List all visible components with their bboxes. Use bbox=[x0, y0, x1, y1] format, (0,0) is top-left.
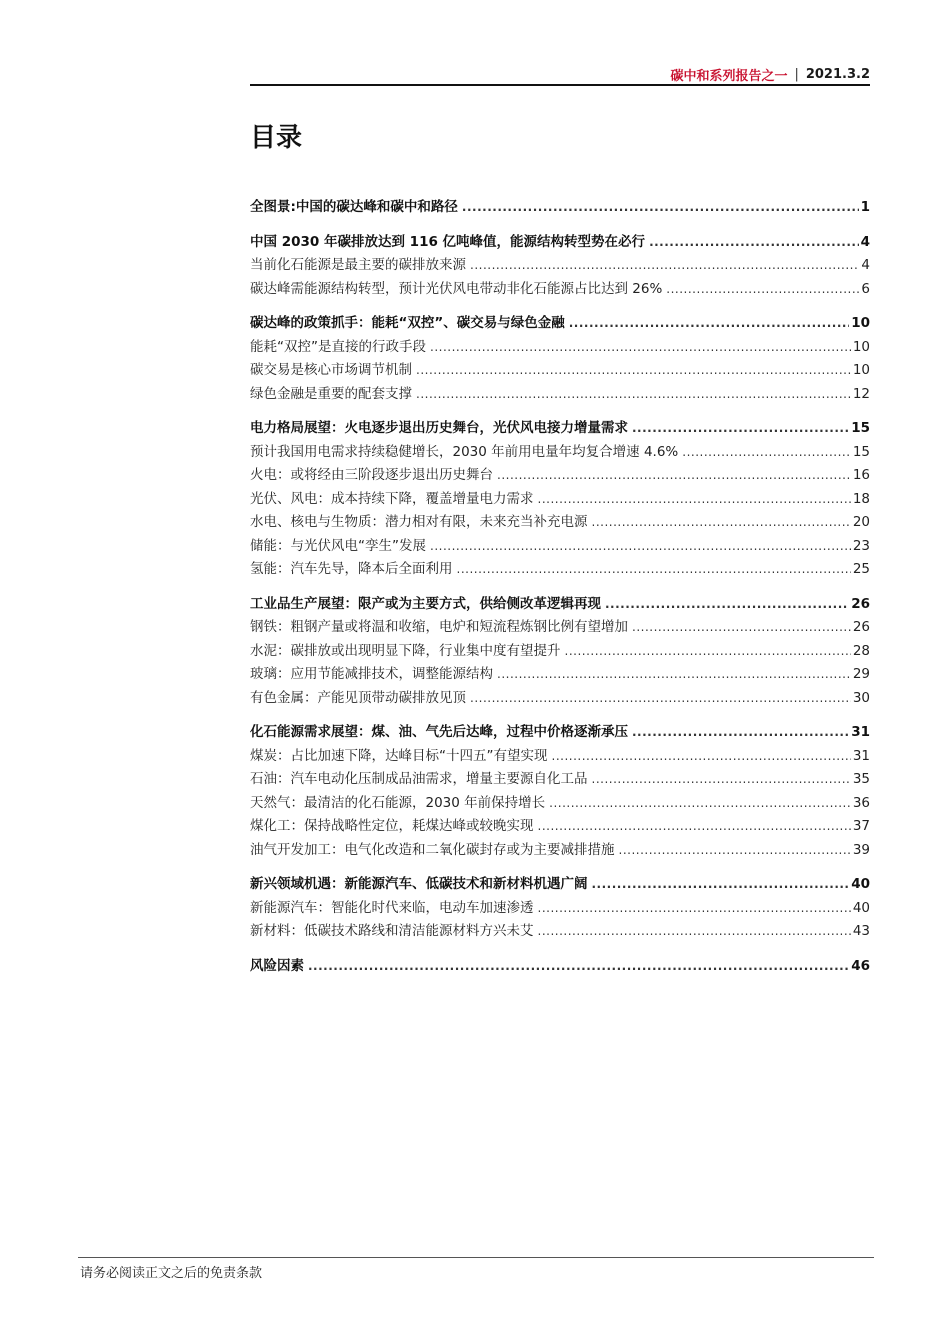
toc-page-number: 16 bbox=[852, 467, 870, 483]
toc-page-number: 20 bbox=[852, 514, 870, 530]
toc-entry-title: 油气开发加工：电气化改造和二氧化碳封存或为主要减排措施 bbox=[250, 841, 615, 858]
toc-leader-dots bbox=[619, 839, 851, 863]
toc-page-number: 28 bbox=[852, 642, 870, 659]
toc-entry-subsection[interactable] bbox=[250, 441, 870, 465]
toc-entry-subsection[interactable] bbox=[250, 278, 870, 302]
toc-page-number: 23 bbox=[852, 537, 870, 554]
toc-leader-dots bbox=[430, 336, 851, 360]
toc-entry-subsection[interactable] bbox=[250, 464, 870, 488]
toc-section bbox=[250, 231, 870, 302]
toc-entry-title: 天然气：最清洁的化石能源，2030 年前保持增长 bbox=[250, 794, 546, 811]
toc-entry-subsection[interactable] bbox=[250, 616, 870, 640]
toc-entry-title: 碳达峰的政策抓手：能耗“双控”、碳交易与绿色金融 bbox=[250, 315, 565, 331]
toc-page-number: 10 bbox=[852, 338, 870, 355]
toc-leader-dots bbox=[457, 558, 851, 582]
toc-entry-title: 钢铁：粗钢产量或将温和收缩，电炉和短流程炼钢比例有望增加 bbox=[250, 619, 628, 635]
toc-page-number: 46 bbox=[851, 957, 870, 974]
toc-page-number: 15 bbox=[851, 420, 870, 436]
toc-leader-dots bbox=[430, 535, 851, 559]
toc-entry-title: 有色金属：产能见顶带动碳排放见顶 bbox=[250, 689, 466, 706]
toc-leader-dots bbox=[416, 383, 851, 407]
toc-page-number: 26 bbox=[852, 619, 870, 635]
toc-page-number: 43 bbox=[852, 923, 870, 939]
toc-entry-subsection[interactable] bbox=[250, 897, 870, 921]
toc-leader-dots bbox=[538, 815, 851, 839]
toc-leader-dots bbox=[497, 663, 851, 687]
toc-section bbox=[250, 417, 870, 582]
page-header bbox=[250, 64, 870, 84]
toc-leader-dots bbox=[552, 745, 851, 769]
toc-leader-dots bbox=[682, 441, 851, 465]
toc-entry-title: 风险因素 bbox=[250, 957, 304, 974]
toc-entry-subsection[interactable] bbox=[250, 640, 870, 664]
toc-leader-dots bbox=[632, 616, 851, 640]
footer-disclaimer[interactable]: 请务必阅读正文之后的免责条款 bbox=[80, 1266, 263, 1281]
toc-page-number: 15 bbox=[852, 443, 870, 460]
toc-entry-title: 预计我国用电需求持续稳健增长，2030 年前用电量年均复合增速 4.6% bbox=[250, 443, 679, 460]
toc-title: 目录 bbox=[250, 123, 303, 153]
toc-page-number: 4 bbox=[860, 233, 870, 250]
toc-leader-dots bbox=[565, 640, 851, 664]
toc-entry-chapter[interactable] bbox=[250, 873, 870, 897]
toc-page-number: 4 bbox=[861, 257, 870, 273]
toc-entry-title: 化石能源需求展望：煤、油、气先后达峰，过程中价格逐渐承压 bbox=[250, 724, 628, 740]
toc-entry-subsection[interactable] bbox=[250, 359, 870, 383]
header-separator: | bbox=[794, 66, 799, 82]
toc-entry-chapter[interactable] bbox=[250, 593, 870, 617]
toc-leader-dots bbox=[592, 873, 850, 897]
toc-page-number: 37 bbox=[852, 818, 870, 834]
toc-entry-title: 新兴领域机遇：新能源汽车、低碳技术和新材料机遇广阔 bbox=[250, 876, 588, 892]
toc-leader-dots bbox=[470, 687, 851, 711]
toc-entry-title: 火电：或将经由三阶段逐步退出历史舞台 bbox=[250, 467, 493, 483]
toc-entry-chapter[interactable] bbox=[250, 196, 870, 220]
toc-entry-subsection[interactable] bbox=[250, 511, 870, 535]
toc-leader-dots bbox=[538, 488, 851, 512]
toc-page-number: 12 bbox=[852, 385, 870, 402]
toc-page-number: 31 bbox=[852, 747, 870, 764]
toc-section bbox=[250, 873, 870, 944]
toc-leader-dots bbox=[592, 768, 851, 792]
toc-section bbox=[250, 955, 870, 979]
toc-entry-title: 储能：与光伏风电“孪生”发展 bbox=[250, 537, 426, 554]
toc-page-number: 40 bbox=[851, 876, 870, 892]
toc-page-number: 30 bbox=[852, 689, 870, 706]
toc-leader-dots bbox=[592, 511, 851, 535]
toc-page-number: 39 bbox=[852, 841, 870, 858]
toc-entry-title: 煤炭：占比加速下降，达峰目标“十四五”有望实现 bbox=[250, 747, 548, 764]
toc-entry-subsection[interactable] bbox=[250, 383, 870, 407]
toc-entry-subsection[interactable] bbox=[250, 254, 870, 278]
toc-leader-dots bbox=[569, 312, 849, 336]
toc-page-number: 29 bbox=[852, 666, 870, 682]
toc-leader-dots bbox=[666, 278, 859, 302]
toc-section bbox=[250, 196, 870, 220]
toc-entry-title: 工业品生产展望：限产或为主要方式，供给侧改革逻辑再现 bbox=[250, 595, 601, 612]
toc-entry-title: 能耗“双控”是直接的行政手段 bbox=[250, 338, 426, 355]
toc-leader-dots bbox=[470, 254, 859, 278]
toc-entry-title: 碳交易是核心市场调节机制 bbox=[250, 362, 412, 378]
toc-entry-subsection[interactable] bbox=[250, 535, 870, 559]
header-divider bbox=[250, 84, 870, 86]
toc-leader-dots bbox=[497, 464, 851, 488]
toc-page-number: 36 bbox=[852, 794, 870, 811]
toc-page-number: 26 bbox=[851, 595, 870, 612]
toc-leader-dots bbox=[416, 359, 851, 383]
table-of-contents bbox=[250, 196, 870, 989]
toc-entry-title: 水泥：碳排放或出现明显下降，行业集中度有望提升 bbox=[250, 642, 561, 659]
toc-leader-dots bbox=[462, 196, 859, 220]
toc-leader-dots bbox=[549, 792, 851, 816]
toc-entry-title: 新材料：低碳技术路线和清洁能源材料方兴未艾 bbox=[250, 923, 534, 939]
toc-leader-dots bbox=[649, 231, 859, 255]
report-date: 2021.3.2 bbox=[805, 66, 870, 82]
toc-leader-dots bbox=[538, 897, 851, 921]
toc-entry-title: 绿色金融是重要的配套支撑 bbox=[250, 385, 412, 402]
toc-entry-subsection[interactable] bbox=[250, 815, 870, 839]
toc-entry-chapter[interactable] bbox=[250, 312, 870, 336]
toc-leader-dots bbox=[308, 955, 849, 979]
toc-page-number: 40 bbox=[852, 899, 870, 916]
toc-entry-subsection[interactable] bbox=[250, 336, 870, 360]
toc-page-number: 10 bbox=[852, 362, 870, 378]
toc-entry-title: 全图景:中国的碳达峰和碳中和路径 bbox=[250, 199, 458, 215]
toc-entry-title: 碳达峰需能源结构转型，预计光伏风电带动非化石能源占比达到 26% bbox=[250, 280, 663, 297]
toc-page-number: 25 bbox=[852, 561, 870, 577]
toc-entry-title: 光伏、风电：成本持续下降，覆盖增量电力需求 bbox=[250, 490, 534, 507]
toc-section bbox=[250, 312, 870, 406]
toc-entry-subsection[interactable] bbox=[250, 768, 870, 792]
toc-page-number: 6 bbox=[861, 280, 870, 297]
toc-entry-title: 水电、核电与生物质：潜力相对有限，未来充当补充电源 bbox=[250, 514, 588, 530]
toc-section bbox=[250, 721, 870, 862]
toc-entry-title: 新能源汽车：智能化时代来临，电动车加速渗透 bbox=[250, 899, 534, 916]
toc-entry-title: 煤化工：保持战略性定位，耗煤达峰或较晚实现 bbox=[250, 818, 534, 834]
toc-entry-subsection[interactable] bbox=[250, 792, 870, 816]
toc-page-number: 35 bbox=[852, 771, 870, 787]
toc-leader-dots bbox=[538, 920, 851, 944]
toc-leader-dots bbox=[605, 593, 849, 617]
toc-entry-chapter[interactable] bbox=[250, 417, 870, 441]
report-series-label: 碳中和系列报告之一 bbox=[670, 68, 788, 84]
toc-page-number: 10 bbox=[851, 315, 870, 331]
toc-entry-chapter[interactable] bbox=[250, 955, 870, 979]
footer-divider bbox=[78, 1257, 874, 1258]
toc-page-number: 1 bbox=[860, 199, 870, 215]
toc-entry-title: 当前化石能源是最主要的碳排放来源 bbox=[250, 257, 466, 273]
toc-page-number: 18 bbox=[852, 490, 870, 507]
toc-section bbox=[250, 593, 870, 711]
toc-entry-subsection[interactable] bbox=[250, 558, 870, 582]
toc-entry-subsection[interactable] bbox=[250, 745, 870, 769]
toc-entry-chapter[interactable] bbox=[250, 721, 870, 745]
toc-entry-subsection[interactable] bbox=[250, 687, 870, 711]
toc-page-number: 31 bbox=[851, 724, 870, 740]
toc-entry-subsection[interactable] bbox=[250, 663, 870, 687]
toc-entry-subsection[interactable] bbox=[250, 920, 870, 944]
toc-leader-dots bbox=[632, 417, 849, 441]
toc-entry-title: 电力格局展望：火电逐步退出历史舞台，光伏风电接力增量需求 bbox=[250, 420, 628, 436]
toc-entry-title: 玻璃：应用节能减排技术，调整能源结构 bbox=[250, 666, 493, 682]
toc-entry-chapter[interactable] bbox=[250, 231, 870, 255]
toc-entry-title: 中国 2030 年碳排放达到 116 亿吨峰值，能源结构转型势在必行 bbox=[250, 233, 646, 250]
toc-entry-subsection[interactable] bbox=[250, 839, 870, 863]
toc-entry-title: 氢能：汽车先导，降本后全面利用 bbox=[250, 561, 453, 577]
toc-entry-subsection[interactable] bbox=[250, 488, 870, 512]
toc-entry-title: 石油：汽车电动化压制成品油需求，增量主要源自化工品 bbox=[250, 771, 588, 787]
toc-leader-dots bbox=[632, 721, 849, 745]
